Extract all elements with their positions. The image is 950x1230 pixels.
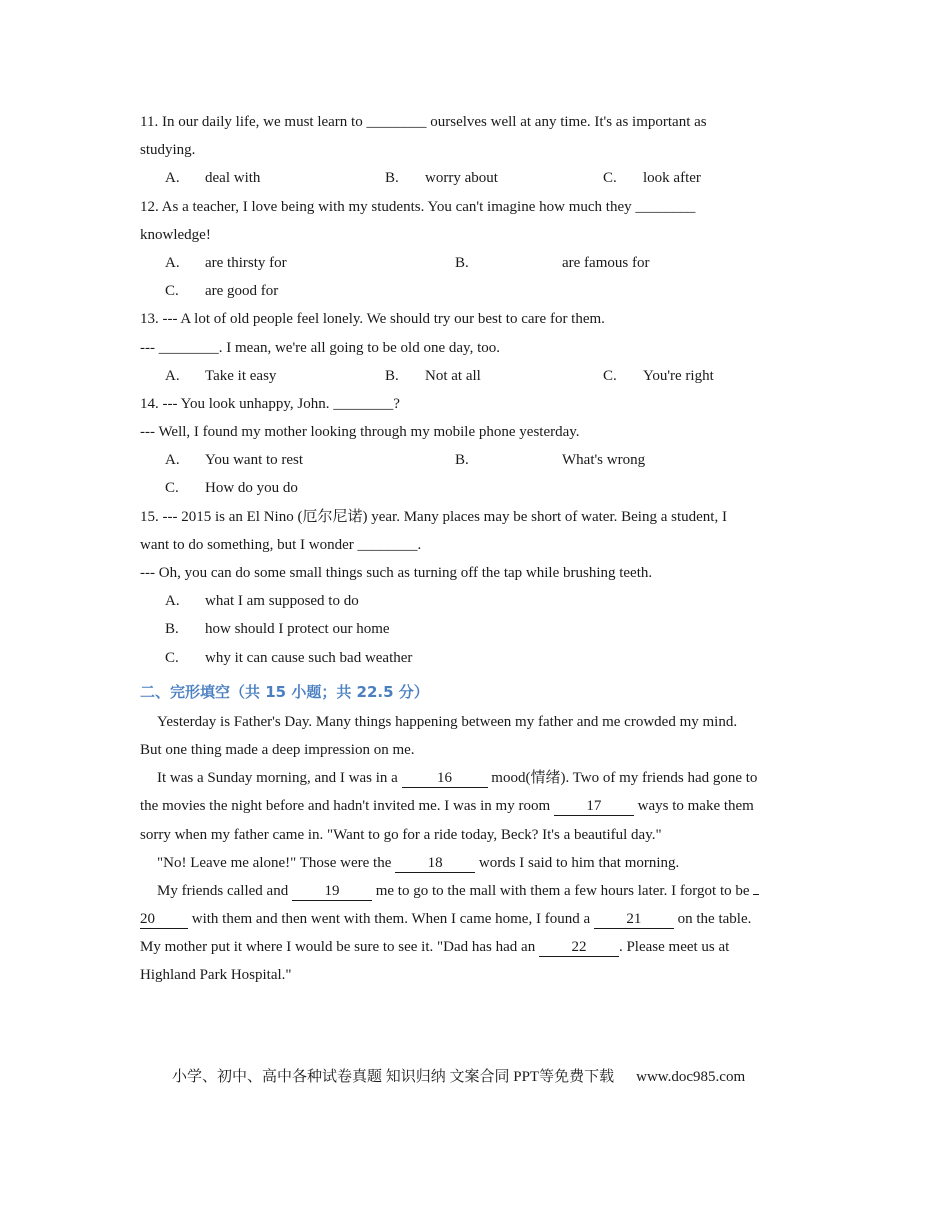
footer-site: www.doc985.com [636, 1069, 746, 1085]
option-text: are thirsty for [205, 254, 287, 271]
passage-text: My mother put it where I would be sure to see it. "Dad has had an [140, 939, 539, 956]
options-row [140, 446, 810, 474]
question-line [140, 559, 810, 587]
answer-option[interactable] [385, 164, 498, 192]
option-text: why it can cause such bad weather [205, 649, 413, 666]
answer-option[interactable] [603, 362, 714, 390]
option-text: worry about [425, 170, 498, 187]
question-line [140, 193, 810, 221]
cloze-blank[interactable]: 21 [594, 911, 674, 929]
option-letter: A. [165, 170, 180, 187]
question-text: 13. --- A lot of old people feel lonely. We should try our best to care for them. [140, 311, 605, 328]
passage-text: But one thing made a deep impression on me. [140, 741, 415, 758]
question-line [140, 503, 810, 531]
question-text: 11. In our daily life, we must learn to [140, 114, 367, 130]
cloze-blank[interactable]: 16 [402, 770, 488, 788]
passage-line [140, 708, 810, 736]
option-letter: C. [165, 480, 179, 497]
passage-line [140, 849, 810, 877]
options-row [140, 644, 810, 672]
option-text: how should I protect our home [205, 621, 390, 638]
question-text: knowledge! [140, 226, 211, 243]
question-text: . [417, 536, 422, 553]
question-text: ourselves well at any time. It's as important as [426, 114, 707, 130]
exam-page [140, 108, 810, 990]
option-letter: A. [165, 367, 180, 384]
answer-option[interactable] [455, 446, 645, 474]
footer-text: 小学、初中、高中各种试卷真题 知识归纳 文案合同 PPT等免费下载 [172, 1069, 615, 1085]
option-letter: C. [165, 283, 179, 300]
options-row [140, 474, 810, 502]
cloze-blank[interactable]: 17 [554, 798, 634, 816]
answer-option[interactable] [165, 446, 303, 474]
option-letter: B. [455, 254, 469, 271]
answer-blank: ________ [158, 339, 219, 356]
passage-text: words I said to him that morning. [475, 854, 680, 871]
answer-option[interactable] [165, 615, 390, 643]
option-text: Not at all [425, 367, 481, 384]
passage-line [140, 877, 810, 905]
option-text: You want to rest [205, 452, 304, 469]
question-line [140, 305, 810, 333]
option-text: are famous for [562, 254, 650, 271]
option-text: are good for [205, 283, 279, 300]
page-footer [172, 1065, 745, 1089]
passage-line [140, 821, 810, 849]
cloze-section-title: 二、完形填空（共 15 小题；共 22.5 分） [140, 682, 429, 701]
question-line [140, 108, 810, 136]
question-line [140, 221, 810, 249]
passage-line [140, 905, 810, 933]
question-line [140, 418, 810, 446]
answer-option[interactable] [165, 474, 298, 502]
options-row [140, 615, 810, 643]
options-row [140, 362, 810, 390]
question-line [140, 531, 810, 559]
answer-blank: ________ [357, 536, 418, 553]
option-text: what I am supposed to do [205, 593, 359, 610]
question-text: --- Oh, you can do some small things such as turning off the tap while brushing teeth. [140, 565, 653, 581]
options-row [140, 249, 810, 277]
passage-text: the movies the night before and hadn't invited me. I was in my room [140, 798, 554, 815]
cloze-blank[interactable]: 20 [140, 911, 188, 929]
question-text: want to do something, but I wonder [140, 536, 358, 553]
answer-blank: ________ [635, 198, 696, 215]
passage-text: sorry when my father came in. "Want to go for a ride today, Beck? It's a beautiful day." [140, 826, 662, 843]
question-text: 15. --- 2015 is an El Nino (厄尔尼诺) year. Many places may be short of water. Being a student, I [140, 508, 727, 525]
option-text: deal with [205, 170, 261, 187]
options-row [140, 164, 810, 192]
answer-option[interactable] [165, 362, 276, 390]
option-letter: A. [165, 254, 180, 271]
passage-text: on the table. [673, 911, 752, 928]
question-line [140, 390, 810, 418]
passage-line [140, 961, 810, 989]
passage-text: My friends called and [157, 882, 292, 899]
option-text: What's wrong [562, 452, 646, 469]
answer-blank: ________ [333, 395, 394, 412]
option-letter: B. [165, 621, 179, 638]
question-text: . I mean, we're all going to be old one day, too. [218, 339, 500, 356]
answer-option[interactable] [603, 164, 701, 192]
question-text: --- [140, 339, 159, 356]
question-text: ? [393, 395, 400, 412]
cloze-passage [140, 708, 810, 990]
answer-option[interactable] [165, 277, 278, 305]
answer-option[interactable] [385, 362, 481, 390]
question-line [140, 334, 810, 362]
passage-line [140, 792, 810, 820]
option-letter: A. [165, 452, 180, 469]
passage-line [140, 764, 810, 792]
passage-text: mood(情绪). Two of my friends had gone to [487, 770, 758, 787]
answer-option[interactable] [165, 249, 287, 277]
question-text: studying. [140, 142, 196, 159]
option-letter: A. [165, 593, 180, 610]
answer-option[interactable] [455, 249, 649, 277]
passage-text: ways to make them [633, 798, 754, 815]
cloze-blank[interactable]: 18 [395, 855, 475, 873]
passage-text: Highland Park Hospital." [140, 967, 292, 984]
option-text: You're right [643, 367, 714, 384]
answer-blank: ________ [366, 114, 427, 130]
answer-option[interactable] [165, 164, 260, 192]
answer-option[interactable] [165, 587, 359, 615]
option-letter: C. [603, 367, 617, 384]
question-text: 12. As a teacher, I love being with my students. You can't imagine how much they [140, 198, 636, 215]
passage-line [140, 736, 810, 764]
answer-option[interactable] [165, 644, 412, 672]
option-letter: C. [165, 649, 179, 666]
cloze-blank[interactable]: 19 [292, 883, 372, 901]
passage-text: Yesterday is Father's Day. Many things happening between my father and me crowded my mind. [157, 713, 738, 730]
passage-text: "No! Leave me alone!" Those were the [157, 854, 396, 871]
passage-text: . Please meet us at [618, 939, 730, 956]
option-text: look after [643, 170, 701, 187]
option-text: Take it easy [205, 367, 277, 384]
option-text: How do you do [205, 480, 298, 497]
options-row [140, 277, 810, 305]
cloze-blank[interactable] [753, 894, 759, 895]
option-letter: B. [385, 170, 399, 187]
option-letter: B. [455, 452, 469, 469]
question-text: 14. --- You look unhappy, John. [140, 395, 334, 412]
question-line [140, 136, 810, 164]
question-text: --- Well, I found my mother looking through my mobile phone yesterday. [140, 424, 580, 441]
cloze-blank[interactable]: 22 [539, 939, 619, 957]
multiple-choice-section [140, 108, 810, 672]
passage-text: me to go to the mall with them a few hours later. I forgot to be [371, 882, 754, 899]
passage-text: with them and then went with them. When I came home, I found a [188, 911, 594, 928]
passage-text: It was a Sunday morning, and I was in a [157, 770, 402, 787]
option-letter: C. [603, 170, 617, 187]
passage-line [140, 933, 810, 961]
options-row [140, 587, 810, 615]
option-letter: B. [385, 367, 399, 384]
